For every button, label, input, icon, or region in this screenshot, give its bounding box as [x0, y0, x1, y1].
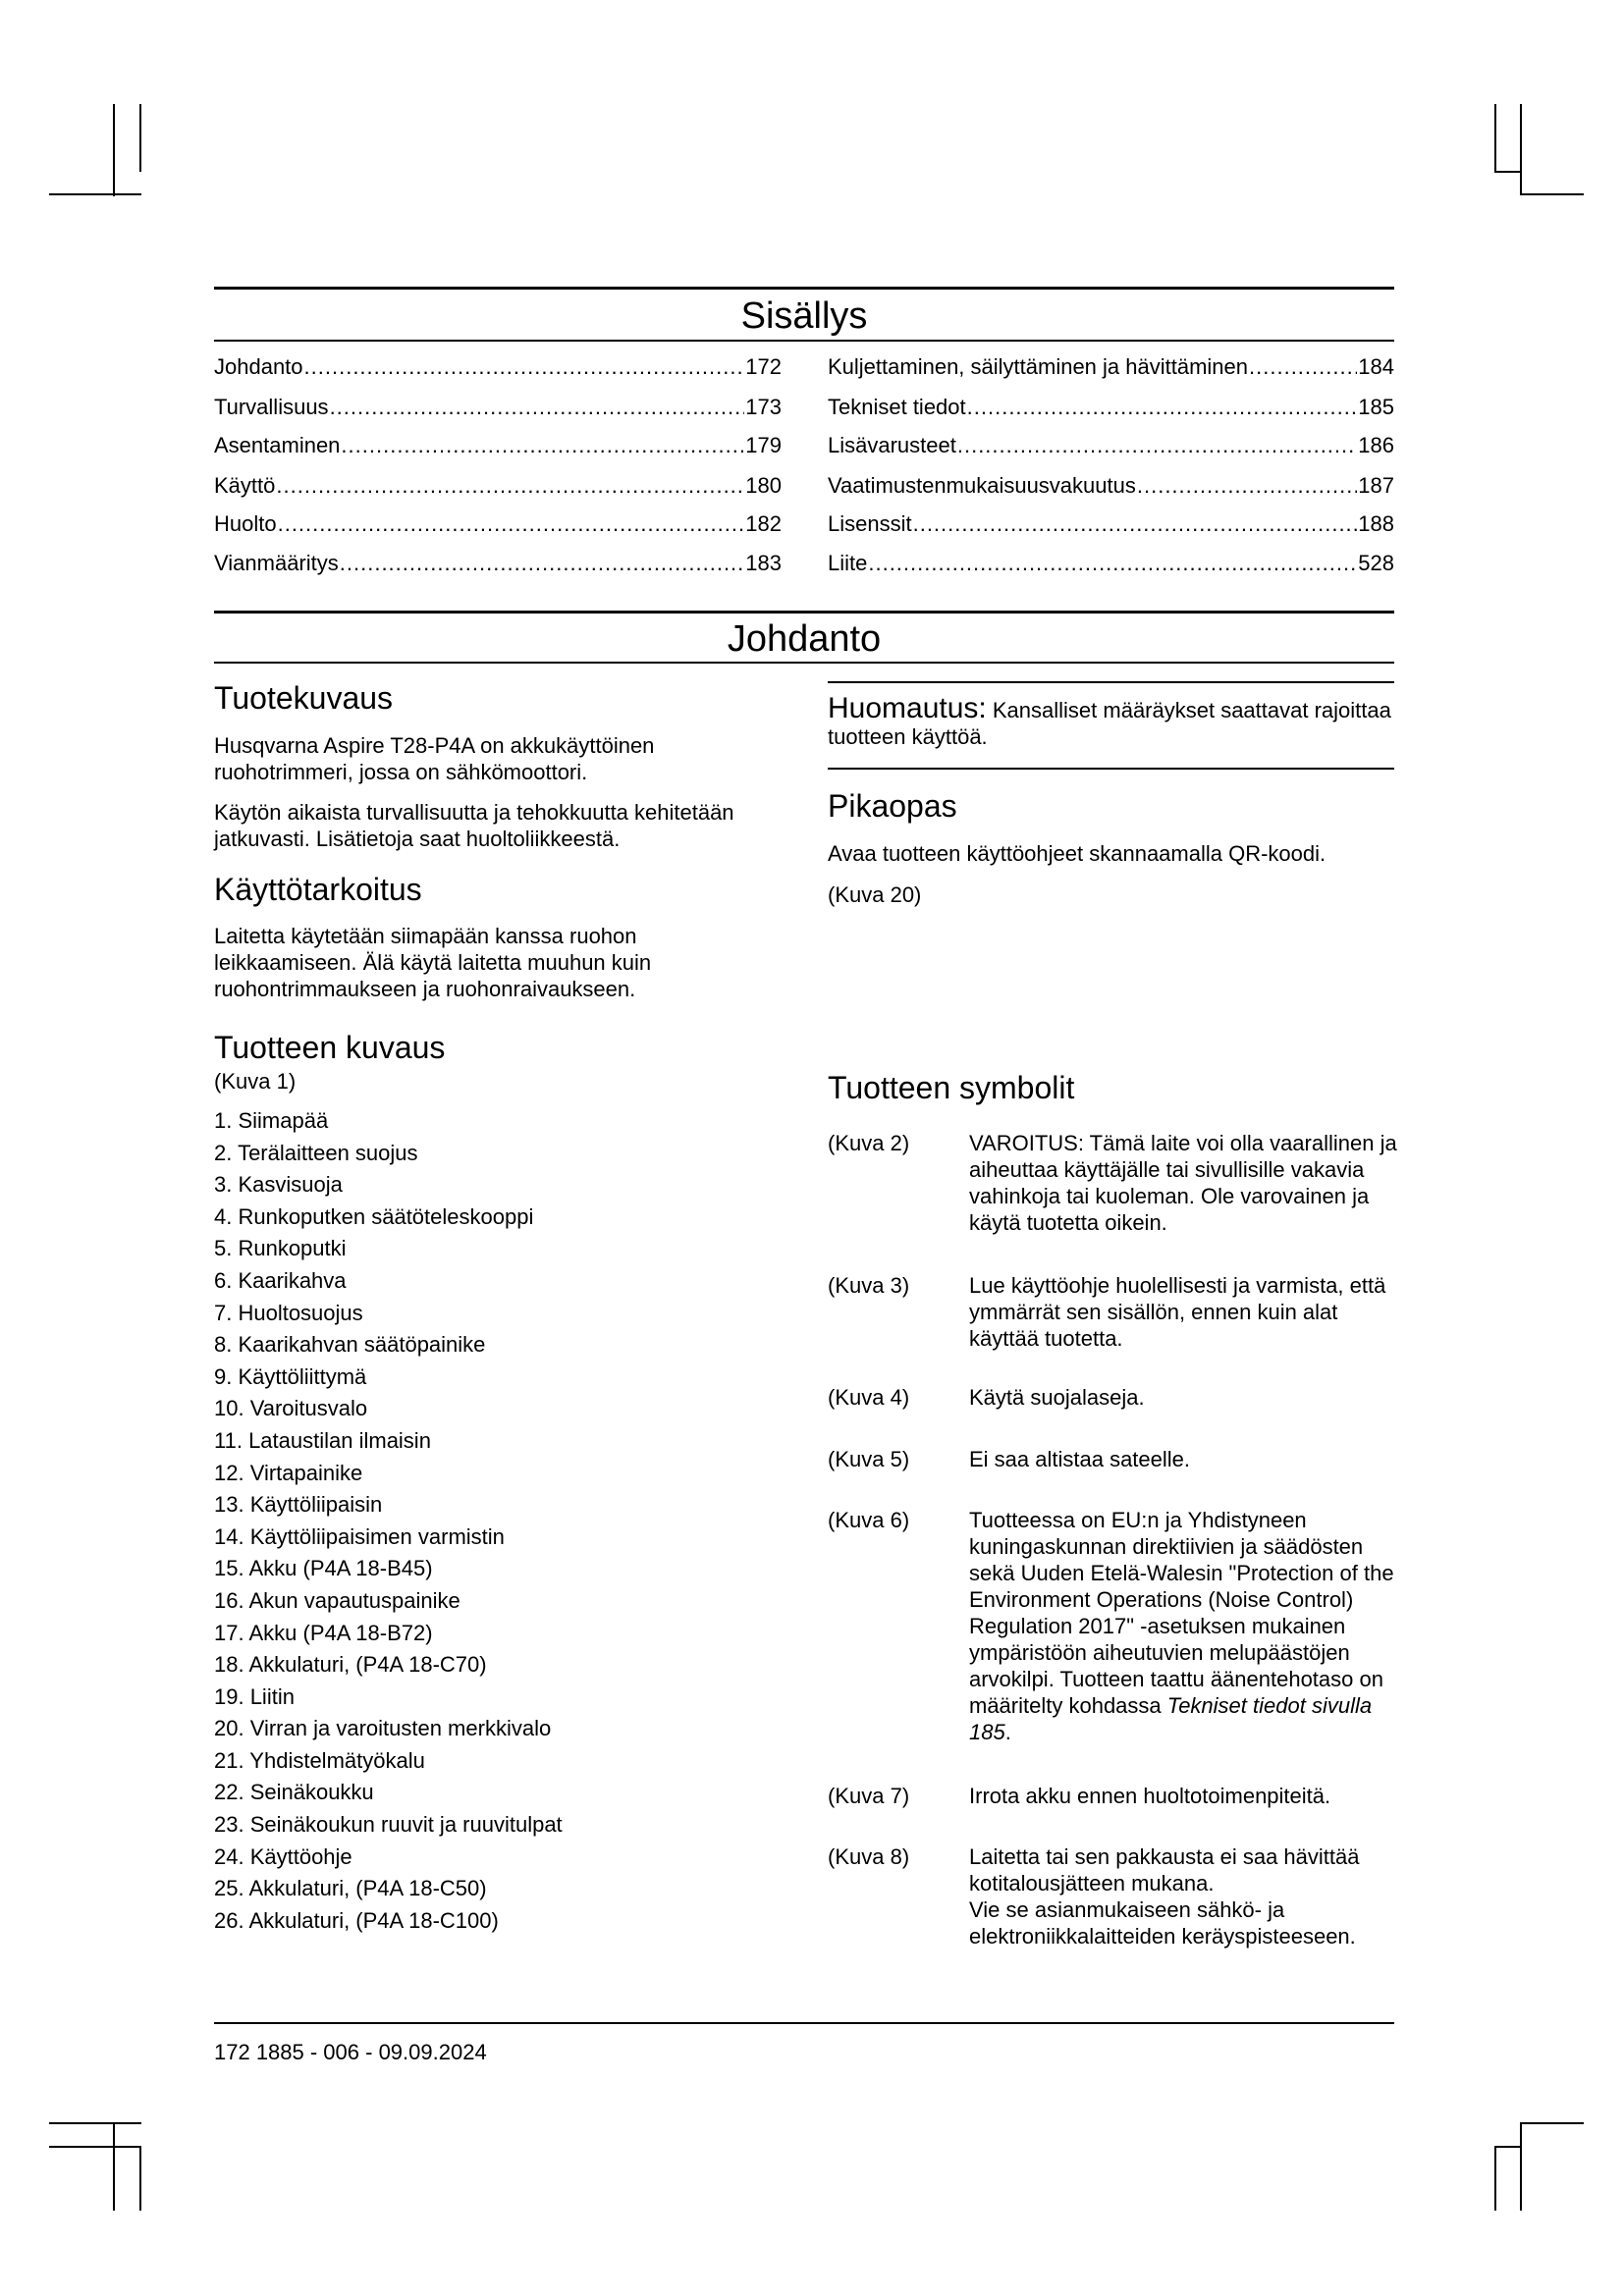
toc-entry[interactable]: [828, 353, 1394, 381]
toc-entry-page: 180: [745, 473, 782, 498]
kayttotarkoitus-paragraph: Laitetta käytetään siimapään kanssa ruohon leikkaamiseen. Älä käytä laitetta muuhun kuin ruohontrimmaukseen ja ruohonraivaukseen.: [214, 924, 652, 1001]
toc-entry[interactable]: [214, 510, 782, 538]
intro-title: Johdanto: [727, 618, 882, 660]
pikaopas-text: Avaa tuotteen käyttöohjeet skannaamalla QR-koodi.: [828, 841, 1326, 866]
toc-leader: [913, 510, 1358, 538]
list-item: 15. Akku (P4A 18-B45): [214, 1556, 433, 1581]
symbol-description: Irrota akku ennen huoltotoimenpiteitä.: [969, 1784, 1331, 1808]
symbol-description: Käytä suojalaseja.: [969, 1385, 1145, 1410]
toc-entry[interactable]: [828, 394, 1394, 421]
toc-entry-title: Huolto: [214, 511, 277, 536]
toc-leader: [304, 353, 745, 381]
toc-leader: [868, 550, 1357, 577]
intro-top-rule: [214, 611, 1394, 614]
footer-page-info: 172 1885 - 006 - 09.09.2024: [214, 2040, 487, 2064]
toc-entry-page: 183: [745, 551, 782, 575]
toc-leader: [1137, 472, 1357, 500]
toc-leader: [1249, 353, 1357, 381]
crop-mark-top-right-h2: [1494, 171, 1522, 173]
intro-title-rule: [214, 662, 1394, 664]
toc-entry-title: Liite: [828, 551, 868, 575]
symbol-figure-ref: (Kuva 2): [828, 1131, 910, 1155]
note-text: Kansalliset määräykset saattavat rajoittaa tuotteen käyttöä.: [828, 698, 1391, 749]
toc-entry-page: 528: [1358, 551, 1394, 575]
tuotekuvaus-paragraph-2: Käytön aikaista turvallisuutta ja tehokkuutta kehitetään jatkuvasti. Lisätietoja saat huoltoliikkeestä.: [214, 800, 734, 851]
list-item: 22. Seinäkoukku: [214, 1780, 374, 1805]
symbol-figure-ref: (Kuva 8): [828, 1844, 910, 1869]
list-item: 5. Runkoputki: [214, 1236, 347, 1261]
list-item: 1. Siimapää: [214, 1108, 329, 1133]
toc-entry[interactable]: [828, 432, 1394, 459]
symbol-description-line-1: Laitetta tai sen pakkausta ei saa hävittää kotitalousjätteen mukana.: [969, 1844, 1360, 1896]
pikaopas-figure-ref: (Kuva 20): [828, 882, 922, 907]
toc-title: Sisällys: [740, 295, 868, 337]
list-item: 23. Seinäkoukun ruuvit ja ruuvitulpat: [214, 1812, 563, 1838]
symbol-description: VAROITUS: Tämä laite voi olla vaarallinen ja aiheuttaa käyttäjälle tai sivullisille vakavia vahinkoja tai kuoleman. Ole varovainen ja käytä tuotetta oikein.: [969, 1131, 1397, 1235]
toc-entry[interactable]: [214, 394, 782, 421]
list-item: 17. Akku (P4A 18-B72): [214, 1620, 433, 1645]
toc-entry-page: 188: [1358, 511, 1394, 536]
crop-mark-bottom-left-v1: [113, 2122, 115, 2211]
toc-entry[interactable]: [214, 550, 782, 577]
symbol-figure-ref: (Kuva 4): [828, 1385, 910, 1410]
symbol-description: Lue käyttöohje huolellisesti ja varmista, että ymmärrät sen sisällön, ennen kuin alat käyttää tuotetta.: [969, 1273, 1386, 1351]
list-item: 6. Kaarikahva: [214, 1267, 347, 1293]
toc-entry-title: Lisenssit: [828, 511, 912, 536]
toc-top-rule: [214, 287, 1394, 290]
list-item: 11. Lataustilan ilmaisin: [214, 1427, 431, 1453]
product-parts-list: [214, 1105, 764, 1937]
toc-left-column: [214, 353, 782, 589]
toc-title-rule: [214, 340, 1394, 342]
toc-entry-page: 184: [1358, 354, 1394, 379]
crop-mark-top-right-v2: [1520, 104, 1522, 195]
toc-entry-title: Tekniset tiedot: [828, 395, 966, 419]
tuotekuvaus-paragraph-1: Husqvarna Aspire T28-P4A on akkukäyttöinen ruohotrimmeri, jossa on sähkömoottori.: [214, 733, 655, 784]
toc-entry[interactable]: [828, 472, 1394, 500]
toc-entry-page: 186: [1358, 433, 1394, 457]
list-item: 14. Käyttöliipaisimen varmistin: [214, 1523, 505, 1549]
symbol-figure-ref: (Kuva 3): [828, 1273, 910, 1298]
toc-leader: [340, 550, 745, 577]
note-label: Huomautus:: [828, 692, 987, 724]
symbol-description: [969, 1843, 1397, 1949]
symbol-description-text: Tuotteessa on EU:n ja Yhdistyneen kuningaskunnan direktiivien ja säädösten sekä Uuden Etelä-Walesin "Protection of the Environment Operations (Noise Control) Regulation 2017" -asetuksen mukainen ympäristöön aiheutuvien melupäästöjen arvokilpi. Tuotteen taattu äänentehotaso on määritelty kohdassa: [969, 1508, 1394, 1718]
crop-mark-bottom-right-h2: [1494, 2146, 1522, 2148]
tuotteen-kuvaus-heading: Tuotteen kuvaus: [214, 1030, 446, 1065]
toc-entry-page: 187: [1358, 473, 1394, 498]
toc-entry-title: Kuljettaminen, säilyttäminen ja hävittäminen: [828, 354, 1249, 379]
list-item: 7. Huoltosuojus: [214, 1300, 363, 1325]
tuotekuvaus-heading: Tuotekuvaus: [214, 680, 394, 716]
crop-mark-bottom-left-h: [49, 2122, 141, 2124]
toc-entry-title: Turvallisuus: [214, 395, 329, 419]
toc-entry-page: 185: [1358, 395, 1394, 419]
list-item: 2. Terälaitteen suojus: [214, 1140, 418, 1165]
symbol-description-line-2: Vie se asianmukaiseen sähkö- ja elektroniikkalaitteiden keräyspisteeseen.: [969, 1897, 1356, 1949]
list-item: 26. Akkulaturi, (P4A 18-C100): [214, 1907, 499, 1933]
pikaopas-heading: Pikaopas: [828, 788, 957, 824]
list-item: 4. Runkoputken säätöteleskooppi: [214, 1203, 534, 1229]
kayttotarkoitus-heading: Käyttötarkoitus: [214, 872, 422, 907]
symbol-figure-ref: (Kuva 5): [828, 1447, 910, 1471]
list-item: 3. Kasvisuoja: [214, 1172, 343, 1198]
toc-entry[interactable]: [828, 550, 1394, 577]
toc-leader: [278, 510, 745, 538]
list-item: 20. Virran ja varoitusten merkkivalo: [214, 1716, 552, 1741]
toc-entry[interactable]: [214, 472, 782, 500]
symbol-figure-ref: (Kuva 7): [828, 1784, 910, 1808]
list-item: 8. Kaarikahvan säätöpainike: [214, 1332, 486, 1358]
sentence-end: .: [1004, 1720, 1011, 1744]
toc-entry-title: Vaatimustenmukaisuusvakuutus: [828, 473, 1136, 498]
crop-mark-top-right-v1: [1494, 104, 1496, 172]
toc-right-column: [828, 353, 1394, 589]
symbol-figure-ref: (Kuva 6): [828, 1508, 910, 1532]
symbol-description: [969, 1507, 1397, 1745]
toc-entry-title: Vianmääritys: [214, 551, 339, 575]
note-box: [828, 692, 1394, 750]
crop-mark-top-left-h: [49, 193, 141, 195]
crop-mark-bottom-left-h2: [49, 2146, 141, 2148]
toc-entry[interactable]: [214, 353, 782, 381]
crop-mark-bottom-right-v2: [1494, 2146, 1496, 2211]
toc-entry-page: 172: [745, 354, 782, 379]
symbolit-heading: Tuotteen symbolit: [828, 1070, 1075, 1105]
crop-mark-bottom-left-v2: [139, 2146, 141, 2211]
crop-mark-top-right-h: [1520, 193, 1584, 195]
list-item: 10. Varoitusvalo: [214, 1396, 368, 1421]
toc-entry-title: Johdanto: [214, 354, 303, 379]
toc-leader: [957, 432, 1357, 459]
crop-mark-top-left-v1: [113, 104, 115, 196]
list-item: 9. Käyttöliittymä: [214, 1363, 367, 1389]
list-item: 24. Käyttöohje: [214, 1843, 352, 1869]
toc-entry-title: Asentaminen: [214, 433, 341, 457]
list-item: 25. Akkulaturi, (P4A 18-C50): [214, 1876, 487, 1901]
list-item: 13. Käyttöliipaisin: [214, 1492, 383, 1518]
crop-mark-top-left-v2: [139, 104, 141, 172]
toc-entry-title: Lisävarusteet: [828, 433, 956, 457]
tuotteen-kuvaus-figure-ref: (Kuva 1): [214, 1069, 297, 1094]
footer-rule: [214, 2022, 1394, 2024]
toc-entry-page: 179: [745, 433, 782, 457]
crop-mark-bottom-right-v1: [1520, 2122, 1522, 2211]
toc-entry[interactable]: [828, 510, 1394, 538]
cross-reference-link[interactable]: Tekniset tiedot sivulla 185: [969, 1693, 1373, 1744]
toc-entry-page: 173: [745, 395, 782, 419]
toc-entry-page: 182: [745, 511, 782, 536]
toc-leader: [276, 472, 744, 500]
list-item: 16. Akun vapautuspainike: [214, 1587, 460, 1613]
crop-mark-bottom-right-h: [1520, 2122, 1584, 2124]
list-item: 12. Virtapainike: [214, 1460, 363, 1485]
note-top-rule: [828, 681, 1394, 683]
toc-leader: [341, 432, 744, 459]
toc-leader: [967, 394, 1358, 421]
toc-entry[interactable]: [214, 432, 782, 459]
list-item: 19. Liitin: [214, 1683, 295, 1709]
list-item: 18. Akkulaturi, (P4A 18-C70): [214, 1652, 487, 1678]
toc-entry-title: Käyttö: [214, 473, 276, 498]
note-bottom-rule: [828, 768, 1394, 770]
list-item: 21. Yhdistelmätyökalu: [214, 1747, 425, 1773]
symbol-description: Ei saa altistaa sateelle.: [969, 1447, 1191, 1471]
toc-leader: [330, 394, 745, 421]
